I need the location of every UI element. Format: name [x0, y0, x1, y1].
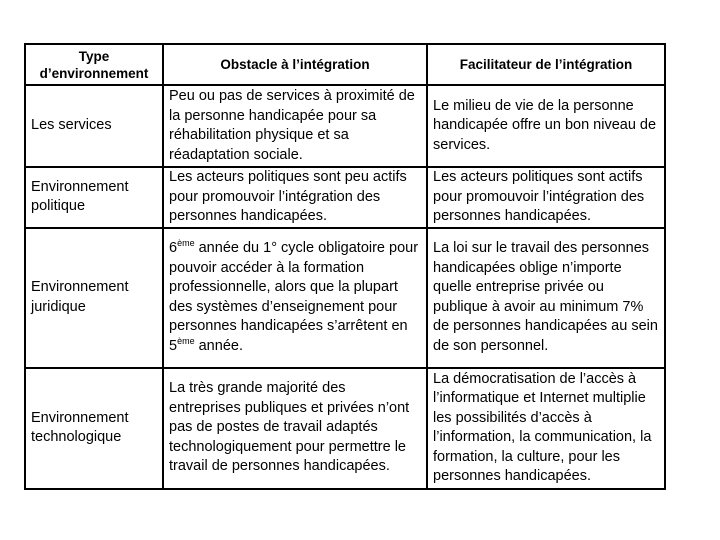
- row-type-label: Les services: [25, 85, 163, 167]
- integration-table: [24, 43, 666, 490]
- facilitateur-cell: La démocratisation de l’accès à l’informatique et Internet multiplie les possibilités d’accès à l’information, la communication, la formation, la culture, pour les personnes handicapées.: [427, 368, 665, 489]
- table-row: [25, 167, 665, 228]
- obstacle-text-b: année du 1° cycle obligatoire pour pouvoir accéder à la formation professionnelle, alors que la plupart des systèmes d’enseignement pour personnes handicapées s’arrêtent en 5: [169, 240, 419, 354]
- obstacle-text-a: 6: [169, 240, 178, 256]
- facilitateur-cell: La loi sur le travail des personnes handicapées oblige n’importe quelle entreprise privée ou publique à avoir au minimum 7% de personnes handicapées au sein de son personnel.: [427, 228, 665, 368]
- header-obstacle: Obstacle à l’intégration: [163, 44, 427, 85]
- obstacle-cell: La très grande majorité des entreprises publiques et privées n’ont pas de postes de travail adaptés technologiquement pour permettre le travail de personnes handicapées.: [163, 368, 427, 489]
- facilitateur-cell: Le milieu de vie de la personne handicapée offre un bon niveau de services.: [427, 85, 665, 167]
- row-type-label: Environnement juridique: [25, 228, 163, 368]
- row-type-label: Environnement politique: [25, 167, 163, 228]
- superscript-eme: ème: [177, 335, 195, 346]
- obstacle-cell: Les acteurs politiques sont peu actifs pour promouvoir l’intégration des personnes handicapées.: [163, 167, 427, 228]
- obstacle-text-c: année.: [194, 337, 243, 354]
- header-facilitateur: Facilitateur de l’intégration: [427, 44, 665, 85]
- table-header-row: [25, 44, 665, 85]
- table-row: [25, 228, 665, 368]
- header-type: Type d’environnement: [25, 44, 163, 85]
- facilitateur-cell: Les acteurs politiques sont actifs pour promouvoir l’intégration des personnes handicapées.: [427, 167, 665, 228]
- table-row: [25, 85, 665, 167]
- obstacle-cell: Peu ou pas de services à proximité de la personne handicapée pour sa réhabilitation physique et sa réadaptation sociale.: [163, 85, 427, 167]
- obstacle-cell: [163, 228, 427, 368]
- table-row: [25, 368, 665, 489]
- superscript-eme: ème: [177, 238, 195, 249]
- row-type-label: Environnement technologique: [25, 368, 163, 489]
